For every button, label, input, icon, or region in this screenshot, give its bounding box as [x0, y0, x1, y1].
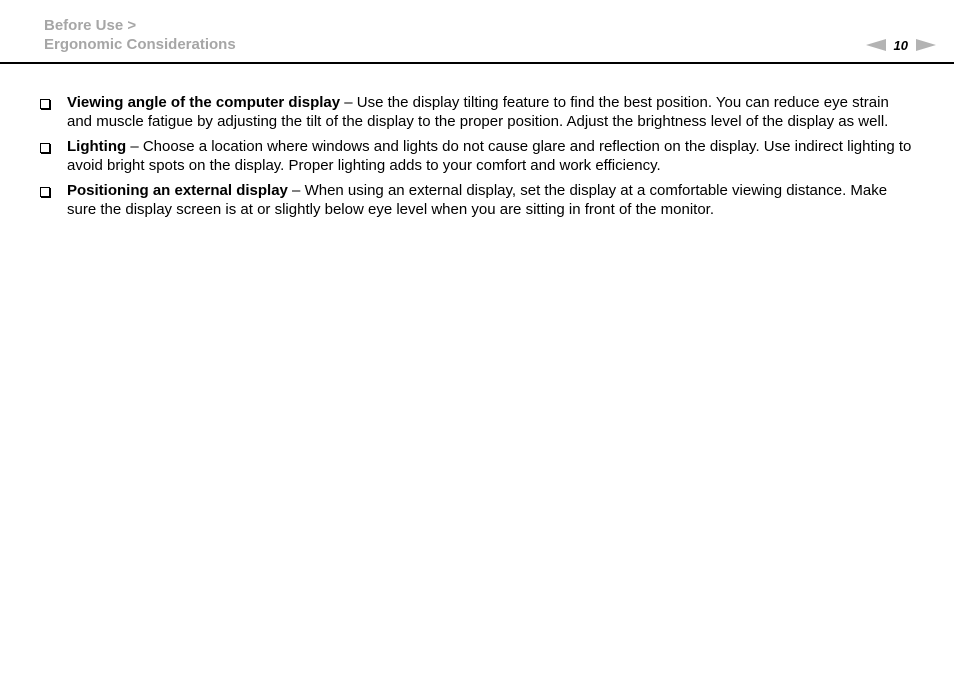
- breadcrumb-current: Ergonomic Considerations: [44, 36, 236, 53]
- list-item: [40, 181, 914, 219]
- list-item-text: [67, 93, 914, 131]
- checkbox-bullet-icon: [40, 143, 50, 153]
- item-title: Viewing angle of the computer display: [67, 94, 341, 111]
- checkbox-bullet-icon: [40, 187, 50, 197]
- right-arrow-icon[interactable]: [916, 39, 936, 51]
- page-number: 10: [893, 37, 908, 53]
- item-body: – Use the display tilting feature to find the best position. You can reduce eye strain and muscle fatigue by adjusting the tilt of the display to the proper position. Adjust the brightness level of the display as well.: [67, 94, 889, 130]
- checkbox-bullet-icon: [40, 99, 50, 109]
- list-item-text: [67, 137, 914, 175]
- left-arrow-icon[interactable]: [866, 39, 886, 51]
- breadcrumb-parent[interactable]: Before Use >: [44, 17, 137, 34]
- page-navigation: [866, 37, 936, 53]
- item-title: Lighting: [67, 138, 127, 155]
- item-body: – When using an external display, set the display at a comfortable viewing distance. Make sure the display screen is at or slightly below eye level when you are sitting in front of the monitor.: [67, 182, 888, 218]
- content-list: [40, 93, 914, 225]
- list-item-text: [67, 181, 914, 219]
- list-item: [40, 93, 914, 131]
- list-item: [40, 137, 914, 175]
- breadcrumb: [44, 16, 236, 54]
- item-title: Positioning an external display: [67, 182, 288, 199]
- header-divider: [0, 62, 954, 64]
- item-body: – Choose a location where windows and lights do not cause glare and reflection on the display. Use indirect lighting to avoid bright spots on the display. Proper lighting adds to your comfort and work efficiency.: [67, 138, 912, 174]
